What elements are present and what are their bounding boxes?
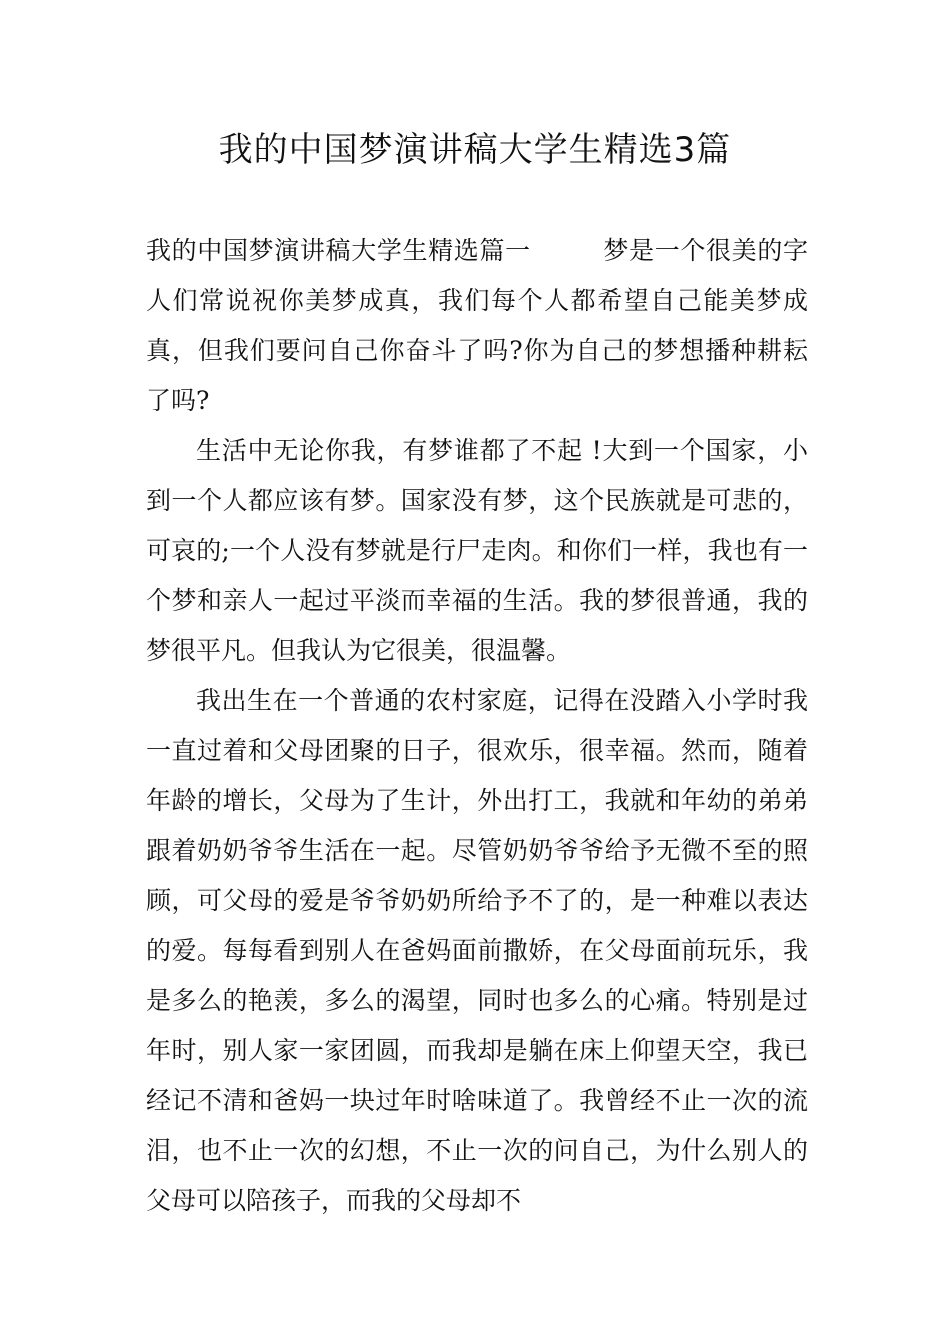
document-body [146, 226, 808, 1226]
document-title: 我的中国梦演讲稿大学生精选3篇 [218, 130, 732, 170]
paragraph-3: 我出生在一个普通的农村家庭，记得在没踏入小学时我一直过着和父母团聚的日子，很欢乐，很幸福。然而，随着年龄的增长，父母为了生计，外出打工，我就和年幼的弟弟跟着奶奶爷爷生活在一起。尽管奶奶爷爷给予无微不至的照顾，可父母的爱是爷爷奶奶所给予不了的，是一种难以表达的爱。每每看到别人在爸妈面前撒娇，在父母面前玩乐，我是多么的艳羡，多么的渴望，同时也多么的心痛。特别是过年时，别人家一家团圆，而我却是躺在床上仰望天空，我已经记不清和爸妈一块过年时啥味道了。我曾经不止一次的流泪，也不止一次的幻想，不止一次的问自己，为什么别人的父母可以陪孩子，而我的父母却不 [146, 686, 808, 1215]
section-heading: 我的中国梦演讲稿大学生精选篇一 [146, 236, 531, 265]
paragraph-2: 生活中无论你我，有梦谁都了不起 !大到一个国家，小到一个人都应该有梦。国家没有梦，这个民族就是可悲的，可哀的;一个人没有梦就是行尸走肉。和你们一样，我也有一个梦和亲人一起过平淡而幸福的生活。我的梦很普通，我的梦很平凡。但我认为它很美，很温馨。 [146, 436, 808, 665]
first-paragraph-text: 梦是一个很美的字人们常说祝你美梦成真，我们每个人都希望自己能美梦成真，但我们要问自己你奋斗了吗?你为自己的梦想播种耕耘了吗? [146, 236, 808, 415]
first-paragraph [146, 226, 808, 426]
